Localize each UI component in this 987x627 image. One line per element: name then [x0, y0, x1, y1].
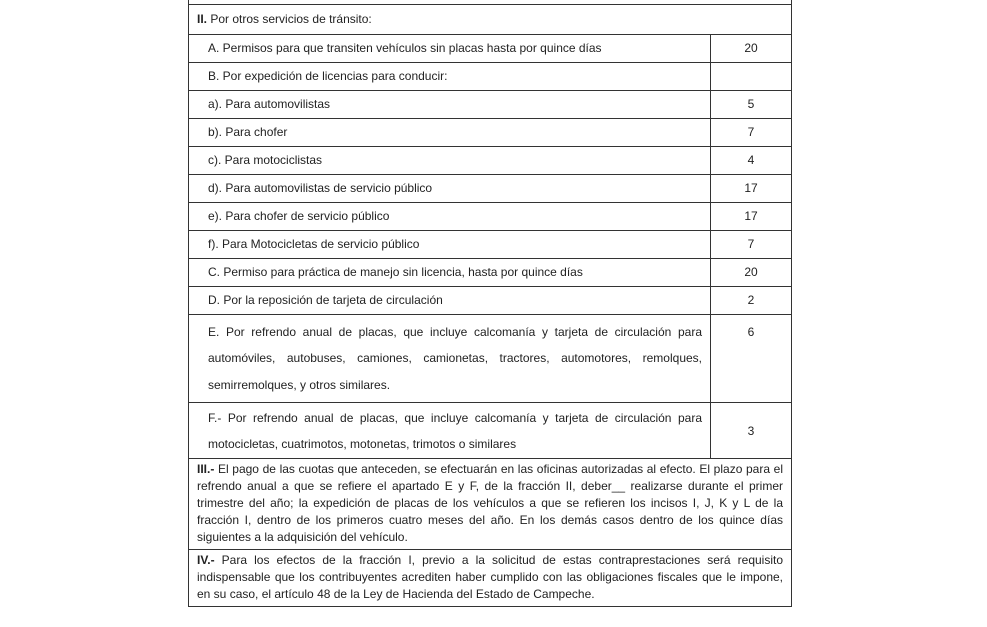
section-ii-header — [189, 4, 792, 34]
section-iii — [189, 459, 792, 550]
table-row — [189, 230, 792, 258]
section-iv-text: Para los efectos de la fracción I, previo a la solicitud de estas contraprestaciones será requisito indispensable que los contribuyentes acrediten haber cumplido con las obligaciones fiscales que le impone, en su caso, el artículo 48 de la Ley de Hacienda del Estado de Campeche. — [197, 553, 783, 601]
table-row-f — [189, 403, 792, 459]
row-value: 20 — [711, 34, 792, 62]
table-row — [189, 90, 792, 118]
row-e-value: 6 — [711, 314, 792, 403]
section-iv — [189, 550, 792, 607]
row-label: A. Permisos para que transiten vehículos sin placas hasta por quince días — [208, 41, 602, 55]
table-row — [189, 62, 792, 90]
fee-table — [188, 0, 792, 607]
row-value: 17 — [711, 174, 792, 202]
row-label: c). Para motociclistas — [208, 153, 323, 167]
row-value: 7 — [711, 230, 792, 258]
section-ii-number: II. — [197, 12, 208, 26]
row-f-label: F.- Por refrendo anual de placas, que incluye calcomanía y tarjeta de circulación para motocicletas, cuatrimotos, motonetas, trimotos o similares — [208, 411, 702, 451]
section-ii-title: Por otros servicios de tránsito: — [210, 12, 372, 26]
table-row — [189, 118, 792, 146]
row-label: D. Por la reposición de tarjeta de circulación — [208, 293, 443, 307]
row-label: d). Para automovilistas de servicio público — [208, 181, 433, 195]
table-row — [189, 258, 792, 286]
section-iii-number: III.- — [197, 462, 215, 476]
row-label: B. Por expedición de licencias para conducir: — [208, 69, 448, 83]
row-label: f). Para Motocicletas de servicio público — [208, 237, 420, 251]
table-row — [189, 174, 792, 202]
row-label: a). Para automovilistas — [208, 97, 331, 111]
row-label: C. Permiso para práctica de manejo sin licencia, hasta por quince días — [208, 265, 583, 279]
row-e-label: E. Por refrendo anual de placas, que incluye calcomanía y tarjeta de circulación para automóviles, autobuses, camiones, camionetas, tractores, automotores, remolques, semirremolques, y otros similares. — [208, 324, 702, 392]
fee-document — [188, 0, 791, 607]
row-value: 2 — [711, 286, 792, 314]
table-row — [189, 202, 792, 230]
row-value: 5 — [711, 90, 792, 118]
table-row-e — [189, 314, 792, 403]
row-value: 17 — [711, 202, 792, 230]
section-iv-number: IV.- — [197, 553, 215, 567]
row-f-value: 3 — [711, 403, 792, 459]
row-value: 4 — [711, 146, 792, 174]
row-label: e). Para chofer de servicio público — [208, 209, 390, 223]
row-value: 7 — [711, 118, 792, 146]
row-label: b). Para chofer — [208, 125, 288, 139]
table-row — [189, 146, 792, 174]
section-iii-text: El pago de las cuotas que anteceden, se efectuarán en las oficinas autorizadas al efecto. El plazo para el refrendo anual a que se refiere el apartado E y F, de la fracción II, deber__ realizarse durante el primer trimestre del año; la expedición de placas de los vehículos a que se refieren los incisos I, J, K y L de la fracción I, dentro de los primeros cuatro meses del año. En los demás casos dentro de los quince días siguientes a la adquisición del vehículo. — [197, 462, 783, 544]
table-row — [189, 286, 792, 314]
table-row — [189, 34, 792, 62]
row-value: 20 — [711, 258, 792, 286]
row-value — [711, 62, 792, 90]
